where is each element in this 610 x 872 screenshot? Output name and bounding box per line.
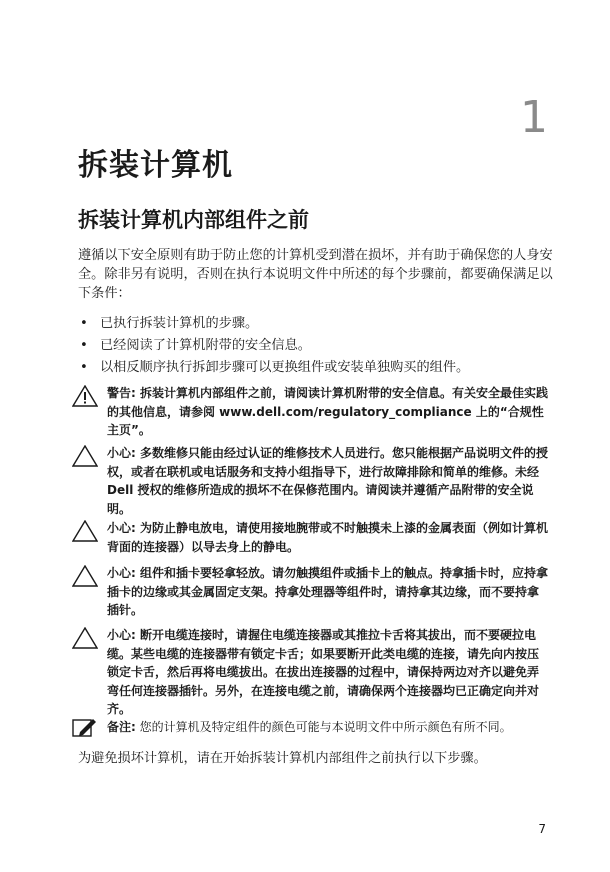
notice-text: 拆装计算机内部组件之前，请阅读计算机附带的安全信息。有关安全最佳实践的其他信息，请参阅 www.dell.com/regulatory_compliance 上的“合规性主页”。 <box>107 386 548 437</box>
notice-label: 小心: <box>107 446 136 460</box>
prerequisite-list <box>78 313 560 379</box>
caution-icon <box>72 565 98 587</box>
closing-paragraph: 为避免损坏计算机，请在开始拆装计算机内部组件之前执行以下步骤。 <box>78 751 487 766</box>
caution-icon <box>72 627 98 649</box>
notice-label: 警告: <box>107 386 136 400</box>
intro-paragraph: 遵循以下安全原则有助于防止您的计算机受到潜在损坏，并有助于确保您的人身安全。除非另有说明，否则在执行本说明文件中所述的每个步骤前，都要确保满足以下条件： <box>78 248 553 301</box>
page-number: 7 <box>538 822 546 836</box>
notice-label: 备注: <box>107 720 136 734</box>
section-title: 拆装计算机内部组件之前 <box>78 208 309 232</box>
notice-text: 组件和插卡要轻拿轻放。请勿触摸组件或插卡上的触点。持拿插卡时，应持拿插卡的边缘或其金属固定支架。持拿处理器等组件时，请持拿其边缘，而不要持拿插针。 <box>107 566 548 617</box>
caution-icon <box>72 520 98 542</box>
caution-notice <box>72 564 550 620</box>
chapter-title: 拆装计算机 <box>78 148 233 183</box>
notice-label: 小心: <box>107 628 136 642</box>
notice-label: 小心: <box>107 521 136 535</box>
chapter-number: 1 <box>520 92 548 143</box>
caution-notice <box>72 519 550 556</box>
notice-text: 多数维修只能由经过认证的维修技术人员进行。您只能根据产品说明文件的授权，或者在联机或电话服务和支持小组指导下，进行故障排除和简单的维修。未经 Dell 授权的维修所造成的损坏不在保修范围内。请阅读并遵循产品附带的安全说明。 <box>107 446 548 516</box>
caution-notice <box>72 626 550 719</box>
list-item: • 已经阅读了计算机附带的安全信息。 <box>78 335 560 357</box>
caution-notice <box>72 444 550 518</box>
caution-icon <box>72 445 98 467</box>
notice-text: 断开电缆连接时，请握住电缆连接器或其推拉卡舌将其拔出，而不要硬拉电缆。某些电缆的连接器带有锁定卡舌；如果要断开此类电缆的连接，请先向内按压锁定卡舌，然后再将电缆拔出。在拔出连接器的过程中，请保持两边对齐以避免弄弯任何连接器插针。另外，在连接电缆之前，请确保两个连接器均已正确定向并对齐。 <box>107 628 540 716</box>
warning-icon <box>72 385 98 407</box>
warning-notice <box>72 384 550 440</box>
notice-label: 小心: <box>107 566 136 580</box>
pencil-note-icon <box>72 717 98 739</box>
list-item: • 以相反顺序执行拆卸步骤可以更换组件或安装单独购买的组件。 <box>78 357 560 379</box>
notice-text: 您的计算机及特定组件的颜色可能与本说明文件中所示颜色有所不同。 <box>135 720 512 734</box>
notice-text: 为防止静电放电，请使用接地腕带或不时触摸未上漆的金属表面（例如计算机背面的连接器）以导去身上的静电。 <box>107 521 548 554</box>
list-item: • 已执行拆装计算机的步骤。 <box>78 313 560 335</box>
note-notice <box>72 718 550 737</box>
